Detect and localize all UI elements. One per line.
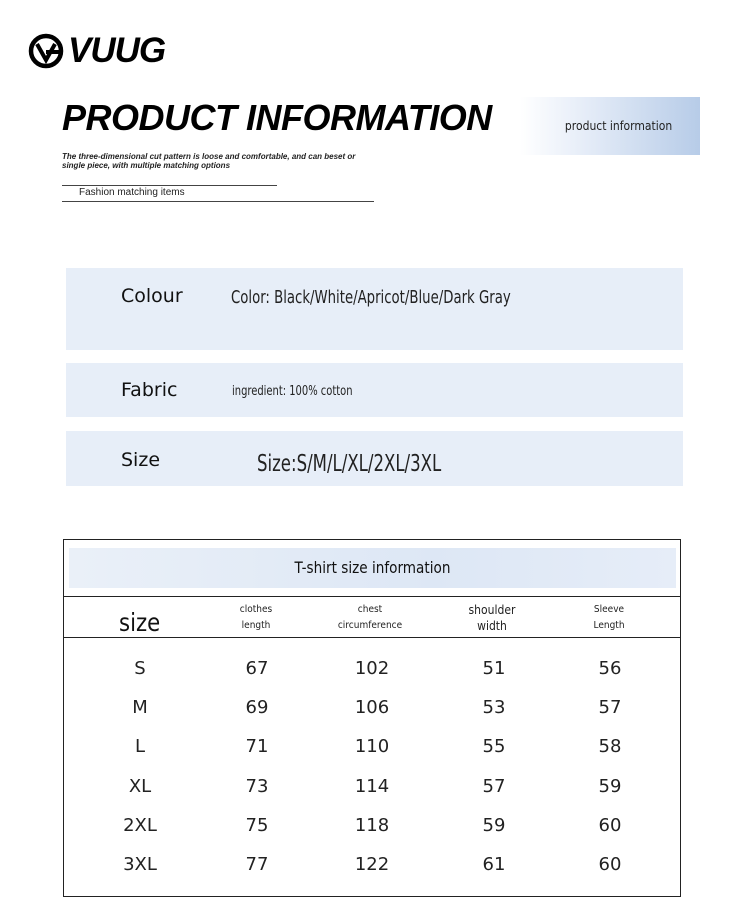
column-header-line: chest xyxy=(357,604,383,615)
table-row xyxy=(64,846,682,885)
clothes-length-cell: 69 xyxy=(245,697,269,718)
column-header-line: length xyxy=(241,620,271,631)
clothes-length-cell: 67 xyxy=(245,658,269,679)
size-table-caption-band xyxy=(69,548,676,588)
size-cell: 2XL xyxy=(123,815,157,836)
column-header-sleeve-length xyxy=(555,602,663,634)
vg-monogram-icon xyxy=(28,33,64,69)
table-row xyxy=(64,807,682,846)
sleeve-cell: 60 xyxy=(598,815,622,836)
size-cell: XL xyxy=(128,776,152,797)
chest-cell: 110 xyxy=(354,736,390,757)
page-title: PRODUCT INFORMATION xyxy=(62,97,492,138)
table-row xyxy=(64,650,682,689)
shoulder-cell: 51 xyxy=(482,658,506,679)
size-table xyxy=(63,539,681,897)
chest-cell: 118 xyxy=(354,815,390,836)
chest-cell: 106 xyxy=(354,697,390,718)
shoulder-cell: 55 xyxy=(482,736,506,757)
size-column-header: size xyxy=(119,608,161,637)
size-band xyxy=(66,431,683,486)
clothes-length-cell: 77 xyxy=(245,854,269,875)
brand-name: VUUG xyxy=(68,31,166,70)
chest-cell: 122 xyxy=(354,854,390,875)
sleeve-cell: 56 xyxy=(598,658,622,679)
column-header-line: Length xyxy=(593,620,625,631)
divider xyxy=(64,596,680,597)
column-header-line: width xyxy=(477,619,507,633)
divider xyxy=(62,201,374,202)
table-row xyxy=(64,768,682,807)
column-header-chest-circumference xyxy=(316,602,424,634)
title-badge xyxy=(520,97,700,155)
sleeve-cell: 58 xyxy=(598,736,622,757)
size-value: Size:S/M/L/XL/2XL/3XL xyxy=(257,451,442,477)
size-table-caption: T-shirt size information xyxy=(294,558,451,577)
column-header-shoulder-width xyxy=(438,602,546,634)
colour-value: Color: Black/White/Apricot/Blue/Dark Gray xyxy=(231,287,511,308)
fashion-matching-label: Fashion matching items xyxy=(79,187,185,198)
shoulder-cell: 53 xyxy=(482,697,506,718)
sleeve-cell: 59 xyxy=(598,776,622,797)
brand-logo xyxy=(28,33,165,69)
size-cell: M xyxy=(132,697,148,718)
shoulder-cell: 59 xyxy=(482,815,506,836)
fabric-band xyxy=(66,363,683,417)
clothes-length-cell: 71 xyxy=(245,736,269,757)
colour-band xyxy=(66,268,683,350)
table-row xyxy=(64,728,682,767)
fabric-label: Fabric xyxy=(121,379,178,401)
size-cell: L xyxy=(134,736,146,757)
sleeve-cell: 57 xyxy=(598,697,622,718)
column-header-clothes-length xyxy=(202,602,310,634)
divider xyxy=(64,637,680,638)
column-header-line: circumference xyxy=(337,620,403,631)
shoulder-cell: 57 xyxy=(482,776,506,797)
shoulder-cell: 61 xyxy=(482,854,506,875)
table-row xyxy=(64,689,682,728)
size-cell: 3XL xyxy=(123,854,157,875)
size-label: Size xyxy=(121,449,161,471)
title-badge-text: product information xyxy=(564,119,672,133)
chest-cell: 102 xyxy=(354,658,390,679)
colour-label: Colour xyxy=(121,285,183,307)
clothes-length-cell: 73 xyxy=(245,776,269,797)
column-header-line: clothes xyxy=(239,604,273,615)
chest-cell: 114 xyxy=(354,776,390,797)
clothes-length-cell: 75 xyxy=(245,815,269,836)
divider xyxy=(62,185,277,186)
column-header-line: shoulder xyxy=(468,603,516,617)
sleeve-cell: 60 xyxy=(598,854,622,875)
page-subtitle: The three-dimensional cut pattern is loose and comfortable, and can beset or single piece, with multiple matching options xyxy=(62,152,356,170)
size-cell: S xyxy=(134,658,146,679)
fabric-value: ingredient: 100% cotton xyxy=(232,384,353,399)
column-header-line: Sleeve xyxy=(593,604,625,615)
